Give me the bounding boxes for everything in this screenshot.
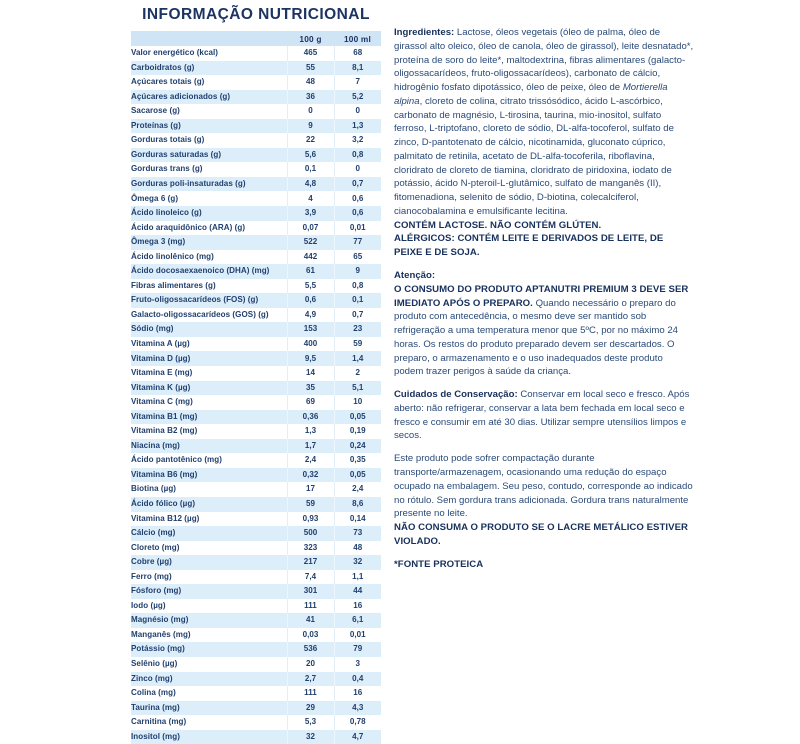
nutrient-value-100ml: 4,3 (334, 701, 381, 716)
storage-text: Conservar em local seco e fresco. Após aberto: não refrigerar, conservar a lata bem fechada em local seco e fresco e consumir em até 30 dias. Utilizar sempre utensílios limpos e secos. (394, 389, 690, 442)
nutrient-value-100g: 55 (287, 61, 334, 76)
table-row (131, 162, 381, 177)
nutrient-value-100ml: 4,7 (334, 730, 381, 744)
nutrient-value-100ml: 0,8 (334, 148, 381, 163)
table-row (131, 133, 381, 148)
nutrient-value-100g: 1,7 (287, 439, 334, 454)
nutrient-value-100g: 20 (287, 657, 334, 672)
nutrient-value-100g: 0,93 (287, 512, 334, 527)
nutrient-name: Vitamina A (µg) (131, 337, 287, 352)
nutrient-value-100g: 0,6 (287, 293, 334, 308)
nutrient-value-100g: 69 (287, 395, 334, 410)
seal-warning: NÃO CONSUMA O PRODUTO SE O LACRE METÁLICO ESTIVER VIOLADO. (394, 522, 689, 547)
table-row (131, 482, 381, 497)
table-body (131, 46, 381, 744)
storage-paragraph (394, 388, 694, 443)
product-info-panel (394, 26, 694, 571)
nutrient-name: Vitamina K (µg) (131, 381, 287, 396)
nutrient-value-100g: 41 (287, 613, 334, 628)
nutrient-value-100g: 1,3 (287, 424, 334, 439)
nutrient-value-100g: 4 (287, 191, 334, 206)
nutrient-value-100g: 3,9 (287, 206, 334, 221)
nutrient-name: Ácido linoleico (g) (131, 206, 287, 221)
nutrient-value-100g: 29 (287, 701, 334, 716)
nutrient-value-100ml: 77 (334, 235, 381, 250)
nutrient-value-100g: 0 (287, 104, 334, 119)
nutrient-name: Gorduras trans (g) (131, 162, 287, 177)
nutrient-name: Valor energético (kcal) (131, 46, 287, 61)
table-header (131, 31, 381, 46)
nutrient-value-100g: 17 (287, 482, 334, 497)
nutrient-value-100g: 400 (287, 337, 334, 352)
nutrient-name: Ácido pantotênico (mg) (131, 453, 287, 468)
nutrient-value-100g: 442 (287, 250, 334, 265)
table-row (131, 686, 381, 701)
table-row (131, 468, 381, 483)
nutrient-value-100ml: 0,01 (334, 628, 381, 643)
ingredients-label: Ingredientes: (394, 27, 455, 38)
nutrient-value-100ml: 1,1 (334, 570, 381, 585)
column-header-100g: 100 g (287, 31, 334, 46)
nutrient-name: Ácido araquidônico (ARA) (g) (131, 221, 287, 236)
nutrient-name: Ácido linolênico (mg) (131, 250, 287, 265)
nutrient-value-100g: 111 (287, 686, 334, 701)
nutrient-value-100g: 536 (287, 642, 334, 657)
nutrient-value-100g: 0,1 (287, 162, 334, 177)
nutrient-value-100ml: 0,01 (334, 221, 381, 236)
nutrient-value-100ml: 0,14 (334, 512, 381, 527)
nutrient-value-100ml: 8,6 (334, 497, 381, 512)
table-row (131, 570, 381, 585)
page-title: INFORMAÇÃO NUTRICIONAL (142, 6, 370, 23)
table-row (131, 351, 381, 366)
nutrition-table (131, 31, 381, 744)
nutrient-name: Ômega 3 (mg) (131, 235, 287, 250)
table-row (131, 701, 381, 716)
nutrient-value-100g: 4,8 (287, 177, 334, 192)
nutrient-value-100ml: 79 (334, 642, 381, 657)
nutrient-value-100ml: 0 (334, 104, 381, 119)
nutrient-value-100ml: 73 (334, 526, 381, 541)
table-row (131, 628, 381, 643)
nutrient-value-100ml: 0,05 (334, 468, 381, 483)
nutrient-name: Sacarose (g) (131, 104, 287, 119)
nutrient-value-100g: 32 (287, 730, 334, 744)
nutrient-value-100g: 22 (287, 133, 334, 148)
nutrient-name: Sódio (mg) (131, 322, 287, 337)
nutrient-value-100ml: 44 (334, 584, 381, 599)
nutrient-value-100g: 9 (287, 119, 334, 134)
nutrient-value-100g: 5,3 (287, 715, 334, 730)
nutrient-name: Ferro (mg) (131, 570, 287, 585)
nutrient-name: Açúcares totais (g) (131, 75, 287, 90)
nutrient-value-100g: 522 (287, 235, 334, 250)
nutrient-name: Vitamina B12 (µg) (131, 512, 287, 527)
nutrient-value-100g: 0,07 (287, 221, 334, 236)
table-row (131, 512, 381, 527)
nutrient-name: Taurina (mg) (131, 701, 287, 716)
column-header-100ml: 100 ml (334, 31, 381, 46)
nutrient-value-100ml: 0,7 (334, 177, 381, 192)
nutrient-value-100ml: 23 (334, 322, 381, 337)
nutrient-value-100ml: 2,4 (334, 482, 381, 497)
nutrient-value-100ml: 59 (334, 337, 381, 352)
attention-paragraph (394, 283, 694, 379)
ingredients-italic-species: Mortierella alpina (394, 82, 668, 107)
nutrient-value-100ml: 9 (334, 264, 381, 279)
table-row (131, 657, 381, 672)
nutrient-name: Carboidratos (g) (131, 61, 287, 76)
nutrition-table-panel (131, 0, 381, 744)
table-row (131, 672, 381, 687)
nutrient-value-100ml: 65 (334, 250, 381, 265)
nutrient-value-100ml: 0,7 (334, 308, 381, 323)
nutrient-value-100ml: 0,1 (334, 293, 381, 308)
nutrient-name: Biotina (µg) (131, 482, 287, 497)
spacer (394, 260, 694, 269)
table-row (131, 337, 381, 352)
table-row (131, 410, 381, 425)
nutrient-name: Vitamina E (mg) (131, 366, 287, 381)
table-row (131, 206, 381, 221)
nutrient-name: Inositol (mg) (131, 730, 287, 744)
spacer (394, 379, 694, 388)
table-row (131, 555, 381, 570)
nutrient-value-100ml: 0 (334, 162, 381, 177)
nutrient-name: Magnésio (mg) (131, 613, 287, 628)
nutrient-name: Gorduras poli-insaturadas (g) (131, 177, 287, 192)
nutrient-value-100g: 35 (287, 381, 334, 396)
nutrient-value-100ml: 0,6 (334, 206, 381, 221)
attention-label: Atenção: (394, 270, 436, 282)
nutrient-value-100ml: 2 (334, 366, 381, 381)
nutrient-value-100g: 36 (287, 90, 334, 105)
table-row (131, 730, 381, 744)
nutrient-name: Açúcares adicionados (g) (131, 90, 287, 105)
nutrient-value-100ml: 0,8 (334, 279, 381, 294)
table-row (131, 264, 381, 279)
table-row (131, 381, 381, 396)
table-row (131, 119, 381, 134)
table-row (131, 453, 381, 468)
table-row (131, 75, 381, 90)
nutrient-name: Fruto-oligossacarídeos (FOS) (g) (131, 293, 287, 308)
nutrient-name: Cobre (µg) (131, 555, 287, 570)
attention-bold-text: O CONSUMO DO PRODUTO APTANUTRI PREMIUM 3 DEVE SER IMEDIATO APÓS O PREPARO. (394, 283, 689, 309)
nutrient-value-100g: 323 (287, 541, 334, 556)
table-row (131, 90, 381, 105)
nutrient-value-100ml: 1,4 (334, 351, 381, 366)
table-row (131, 497, 381, 512)
nutrient-value-100ml: 68 (334, 46, 381, 61)
nutrient-name: Zinco (mg) (131, 672, 287, 687)
protein-source-footnote: *FONTE PROTEICA (394, 558, 484, 570)
nutrient-value-100g: 0,32 (287, 468, 334, 483)
nutrient-value-100ml: 5,1 (334, 381, 381, 396)
nutrient-value-100ml: 10 (334, 395, 381, 410)
nutrient-value-100ml: 0,05 (334, 410, 381, 425)
nutrient-value-100g: 0,03 (287, 628, 334, 643)
nutrient-name: Ácido fólico (µg) (131, 497, 287, 512)
storage-label: Cuidados de Conservação: (394, 389, 518, 401)
nutrient-name: Selênio (µg) (131, 657, 287, 672)
table-row (131, 308, 381, 323)
nutrient-value-100ml: 7 (334, 75, 381, 90)
nutrient-value-100g: 0,36 (287, 410, 334, 425)
nutrient-name: Galacto-oligossacarídeos (GOS) (g) (131, 308, 287, 323)
nutrient-value-100ml: 3,2 (334, 133, 381, 148)
nutrient-value-100ml: 8,1 (334, 61, 381, 76)
nutrient-value-100g: 48 (287, 75, 334, 90)
table-row (131, 221, 381, 236)
table-row (131, 526, 381, 541)
nutrient-value-100g: 500 (287, 526, 334, 541)
table-row (131, 104, 381, 119)
table-row (131, 148, 381, 163)
table-header-row (131, 31, 381, 46)
ingredients-paragraph (394, 26, 694, 219)
compaction-paragraph: Este produto pode sofrer compactação durante transporte/armazenagem, ocasionando uma redução do espaço ocupado na embalagem. Seu peso, contudo, corresponde ao indicado no rótulo. Sem gordura trans adicionada. Gordura trans naturalmente presente no leite. (394, 453, 693, 520)
nutrient-value-100g: 5,6 (287, 148, 334, 163)
nutrient-value-100ml: 32 (334, 555, 381, 570)
nutrient-value-100ml: 0,78 (334, 715, 381, 730)
table-row (131, 46, 381, 61)
table-row (131, 235, 381, 250)
table-row (131, 613, 381, 628)
nutrient-name: Fósforo (mg) (131, 584, 287, 599)
nutrient-value-100g: 2,4 (287, 453, 334, 468)
nutrient-value-100g: 153 (287, 322, 334, 337)
allergen-statement: ALÉRGICOS: CONTÉM LEITE E DERIVADOS DE LEITE, DE PEIXE E DE SOJA. (394, 233, 664, 259)
nutrient-name: Vitamina D (µg) (131, 351, 287, 366)
nutrient-value-100g: 4,9 (287, 308, 334, 323)
nutrient-value-100ml: 5,2 (334, 90, 381, 105)
table-row (131, 322, 381, 337)
nutrient-value-100g: 9,5 (287, 351, 334, 366)
nutrient-value-100ml: 48 (334, 541, 381, 556)
table-row (131, 439, 381, 454)
table-row (131, 584, 381, 599)
table-row (131, 61, 381, 76)
nutrient-name: Iodo (µg) (131, 599, 287, 614)
nutrient-value-100g: 5,5 (287, 279, 334, 294)
table-row (131, 250, 381, 265)
nutrient-value-100ml: 0,6 (334, 191, 381, 206)
nutrient-name: Vitamina B6 (mg) (131, 468, 287, 483)
nutrient-value-100g: 59 (287, 497, 334, 512)
nutrient-value-100ml: 0,19 (334, 424, 381, 439)
nutrient-value-100g: 61 (287, 264, 334, 279)
table-row (131, 642, 381, 657)
nutrient-name: Carnitina (mg) (131, 715, 287, 730)
ingredients-text-part1: Lactose, óleos vegetais (óleo de palma, óleo de girassol alto oleico, óleo de canola, óleo de girassol), leite desnatado*, proteína de soro do leite*, maltodextrina, fibras alimentares (galacto-oligossacarídeos, fruto-oligossacarídeos), carbonato de cálcio, hidrogênio fosfato dipotássico, óleo de peixe, óleo de (394, 27, 694, 94)
nutrient-name: Colina (mg) (131, 686, 287, 701)
nutrient-name: Gorduras totais (g) (131, 133, 287, 148)
table-row (131, 293, 381, 308)
nutrient-value-100ml: 16 (334, 599, 381, 614)
spacer (394, 443, 694, 452)
spacer (394, 549, 694, 558)
table-row (131, 424, 381, 439)
nutrient-name: Cloreto (mg) (131, 541, 287, 556)
nutrient-name: Gorduras saturadas (g) (131, 148, 287, 163)
table-row (131, 191, 381, 206)
nutrient-name: Vitamina B2 (mg) (131, 424, 287, 439)
nutrient-name: Cálcio (mg) (131, 526, 287, 541)
nutrient-name: Ômega 6 (g) (131, 191, 287, 206)
nutrient-value-100g: 217 (287, 555, 334, 570)
nutrient-value-100g: 465 (287, 46, 334, 61)
nutrient-value-100g: 7,4 (287, 570, 334, 585)
nutrient-name: Vitamina C (mg) (131, 395, 287, 410)
ingredients-text-part2: , cloreto de colina, citrato trissósódico, ácido L-ascórbico, carbonato de magnésio, L-tirosina, taurina, mio-inositol, sulfato ferroso, L-triptofano, cloreto de sódio, DL-alfa-tocoferol, sulfato de zinco, D-pantotenato de cálcio, nicotinamida, gluconato cúprico, palmitato de retinila, acetato de DL-alfa-tocoferila, riboflavina, cloridrato de cloreto de tiamina, cloridrato de piridoxina, iodato de potássio, ácido N-pteroil-L-glutâmico, sulfato de manganês (II), fitomenadiona, selenito de sódio, D-biotina, colecalciferol, cianocobalamina e emulsificante lecitina. (394, 95, 674, 217)
table-row (131, 715, 381, 730)
table-row (131, 366, 381, 381)
nutrient-name: Niacina (mg) (131, 439, 287, 454)
table-row (131, 395, 381, 410)
nutrient-value-100g: 14 (287, 366, 334, 381)
nutrient-value-100ml: 3 (334, 657, 381, 672)
table-row (131, 177, 381, 192)
nutrient-value-100ml: 6,1 (334, 613, 381, 628)
nutrient-value-100g: 2,7 (287, 672, 334, 687)
nutrient-value-100g: 111 (287, 599, 334, 614)
table-row (131, 599, 381, 614)
column-header-nutrient (131, 31, 287, 46)
nutrient-value-100g: 301 (287, 584, 334, 599)
table-row (131, 279, 381, 294)
nutrient-value-100ml: 0,4 (334, 672, 381, 687)
contains-lactose-statement: CONTÉM LACTOSE. NÃO CONTÉM GLÚTEN. (394, 219, 602, 231)
nutrient-value-100ml: 16 (334, 686, 381, 701)
nutrient-value-100ml: 0,24 (334, 439, 381, 454)
nutrient-value-100ml: 0,35 (334, 453, 381, 468)
nutrient-name: Fibras alimentares (g) (131, 279, 287, 294)
nutrient-name: Vitamina B1 (mg) (131, 410, 287, 425)
nutrient-name: Proteínas (g) (131, 119, 287, 134)
nutrient-name: Ácido docosaexaenoico (DHA) (mg) (131, 264, 287, 279)
table-row (131, 541, 381, 556)
nutrient-name: Potássio (mg) (131, 642, 287, 657)
nutrient-name: Manganês (mg) (131, 628, 287, 643)
nutrient-value-100ml: 1,3 (334, 119, 381, 134)
attention-body-text: Quando necessário o preparo do produto com antecedência, o mesmo deve ser mantido sob refrigeração a uma temperatura menor que 5ºC, por no máximo 24 horas. Os restos do produto preparado devem ser descartados. O preparo, o armazenamento e o uso inadequados deste produto podem trazer perigos à saúde da criança. (394, 297, 678, 378)
